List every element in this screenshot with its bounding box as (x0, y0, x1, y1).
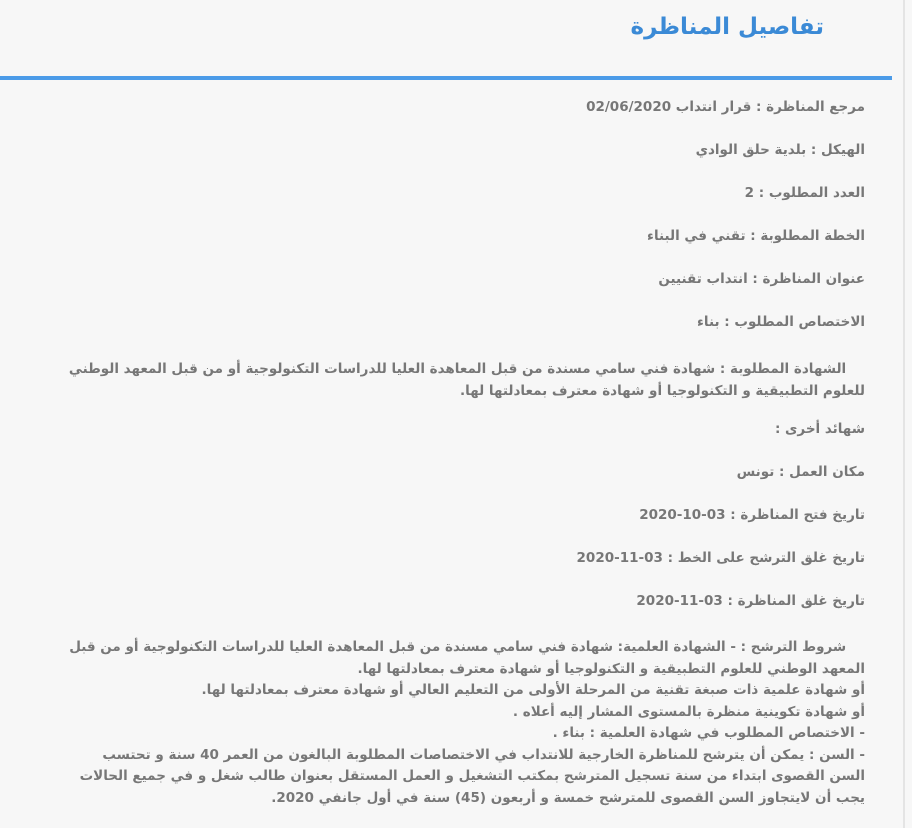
field-label: الهيكل (820, 142, 865, 158)
field-label: شهائد أخرى (785, 421, 865, 437)
page-border (903, 0, 905, 828)
condition-line: - السن : يمكن أن يترشح للمناظرة الخارجية للانتداب في الاختصاصات المطلوبة البالغون من العمر 40 سنة و تحتسب السن القصوى ابتداء من سنة تسجيل المترشح بمكتب التشغيل و العمل المستقل بعنوان طالب شغل و في جميع الحالات يجب أن لايتجاوز السن القصوى للمترشح خمسة و أربعون (45) سنة في أول جانفي 2020. (79, 746, 865, 806)
field-label: تاريخ غلق المناظرة (737, 593, 865, 609)
condition-line: أو شهادة تكوينية منظرة بالمستوى المشار إليه أعلاه . (512, 703, 865, 720)
detail-field: الخطة المطلوبة : تقني في البناء (647, 228, 865, 244)
degree-field: الشهادة المطلوبة : شهادة فني سامي مسندة من قبل المعاهدة العليا للدراسات التكنولوجية أو من قبل المعهد الوطني للعلوم التطبيقية و التكنولوجيا أو شهادة معترف بمعادلتها لها. (68, 361, 865, 399)
field-value: 2020-11-03 (636, 593, 723, 609)
field-value: تونس (736, 464, 775, 480)
field-value: انتداب تقنيين (658, 271, 748, 287)
detail-field: عنوان المناظرة : انتداب تقنيين (658, 271, 865, 287)
field-label: شروط الترشح (750, 639, 847, 655)
page-title: تفاصيل المناظرة (630, 14, 824, 40)
detail-field: تاريخ فتح المناظرة : 2020-10-03 (639, 507, 865, 523)
detail-field: مرجع المناظرة : قرار انتداب 02/06/2020 (586, 99, 865, 115)
field-value: شهادة فني سامي مسندة من قبل المعاهدة العليا للدراسات التكنولوجية أو من قبل المعهد الوطني للعلوم التطبيقية و التكنولوجيا أو شهادة معترف بمعادلتها لها. (68, 361, 865, 399)
detail-field: العدد المطلوب : 2 (744, 185, 865, 201)
condition-line: - الاختصاص المطلوب في شهادة العلمية : بناء . (552, 725, 865, 741)
field-label: تاريخ فتح المناظرة (740, 507, 865, 523)
candidacy-conditions: شروط الترشح : - الشهادة العلمية: شهادة فني سامي مسندة من قبل المعاهدة العليا للدراسات التكنولوجية أو من قبل المعهد الوطني للعلوم التطبيقية و التكنولوجيا أو شهادة معترف بمعادلتها لها. أو شهادة علمية ذات صبغة تقنية من المرحلة الأولى من التعليم العالي أو شهادة معترف بمعادلتها لها. أو شهادة تكوينية منظرة بالمستوى المشار إليه أعلاه . - الاختصاص المطلوب في شهادة العلمية : بناء . - السن : يمكن أن يترشح للمناظرة الخارجية للانتداب في الاختصاصات المطلوبة البالغون من العمر 40 سنة و تحتسب السن القصوى ابتداء من سنة تسجيل المترشح بمكتب التشغيل و العمل المستقل بعنوان طالب شغل و في جميع الحالات يجب أن لايتجاوز السن القصوى للمترشح خمسة و أربعون (45) سنة في أول جانفي 2020. (66, 637, 865, 809)
field-label: الخطة المطلوبة (760, 228, 865, 244)
detail-field: تاريخ غلق الترشح على الخط : 2020-11-03 (576, 550, 865, 566)
field-value: تقني في البناء (647, 228, 746, 244)
condition-line: أو شهادة علمية ذات صبغة تقنية من المرحلة الأولى من التعليم العالي أو شهادة معترف بمعادلتها لها. (201, 682, 865, 698)
detail-field: الاختصاص المطلوب : بناء (697, 314, 865, 330)
detail-field: الهيكل : بلدية حلق الوادي (695, 142, 865, 158)
condition-line: - الشهادة العلمية: شهادة فني سامي مسندة من قبل المعاهدة العليا للدراسات التكنولوجية أو من قبل المعهد الوطني للعلوم التطبيقية و التكنولوجيا أو شهادة معترف بمعادلتها لها. (69, 639, 865, 677)
detail-field: شهائد أخرى : (774, 421, 865, 437)
field-value: 2020-11-03 (576, 550, 663, 566)
title-underline (0, 76, 892, 80)
field-value: بناء (697, 314, 720, 330)
detail-field: مكان العمل : تونس (736, 464, 865, 480)
field-value: 2 (744, 185, 754, 201)
field-label: الاختصاص المطلوب (734, 314, 865, 330)
field-label: العدد المطلوب (768, 185, 865, 201)
field-value: قرار انتداب 02/06/2020 (586, 99, 752, 115)
field-label: مرجع المناظرة (766, 99, 865, 115)
competition-details (66, 94, 865, 809)
field-label: عنوان المناظرة (762, 271, 865, 287)
field-label: الشهادة المطلوبة (730, 361, 847, 377)
field-value: بلدية حلق الوادي (695, 142, 807, 158)
field-value: 2020-10-03 (639, 507, 726, 523)
field-label: تاريخ غلق الترشح على الخط (677, 550, 865, 566)
detail-field: تاريخ غلق المناظرة : 2020-11-03 (636, 593, 865, 609)
field-label: مكان العمل (789, 464, 865, 480)
